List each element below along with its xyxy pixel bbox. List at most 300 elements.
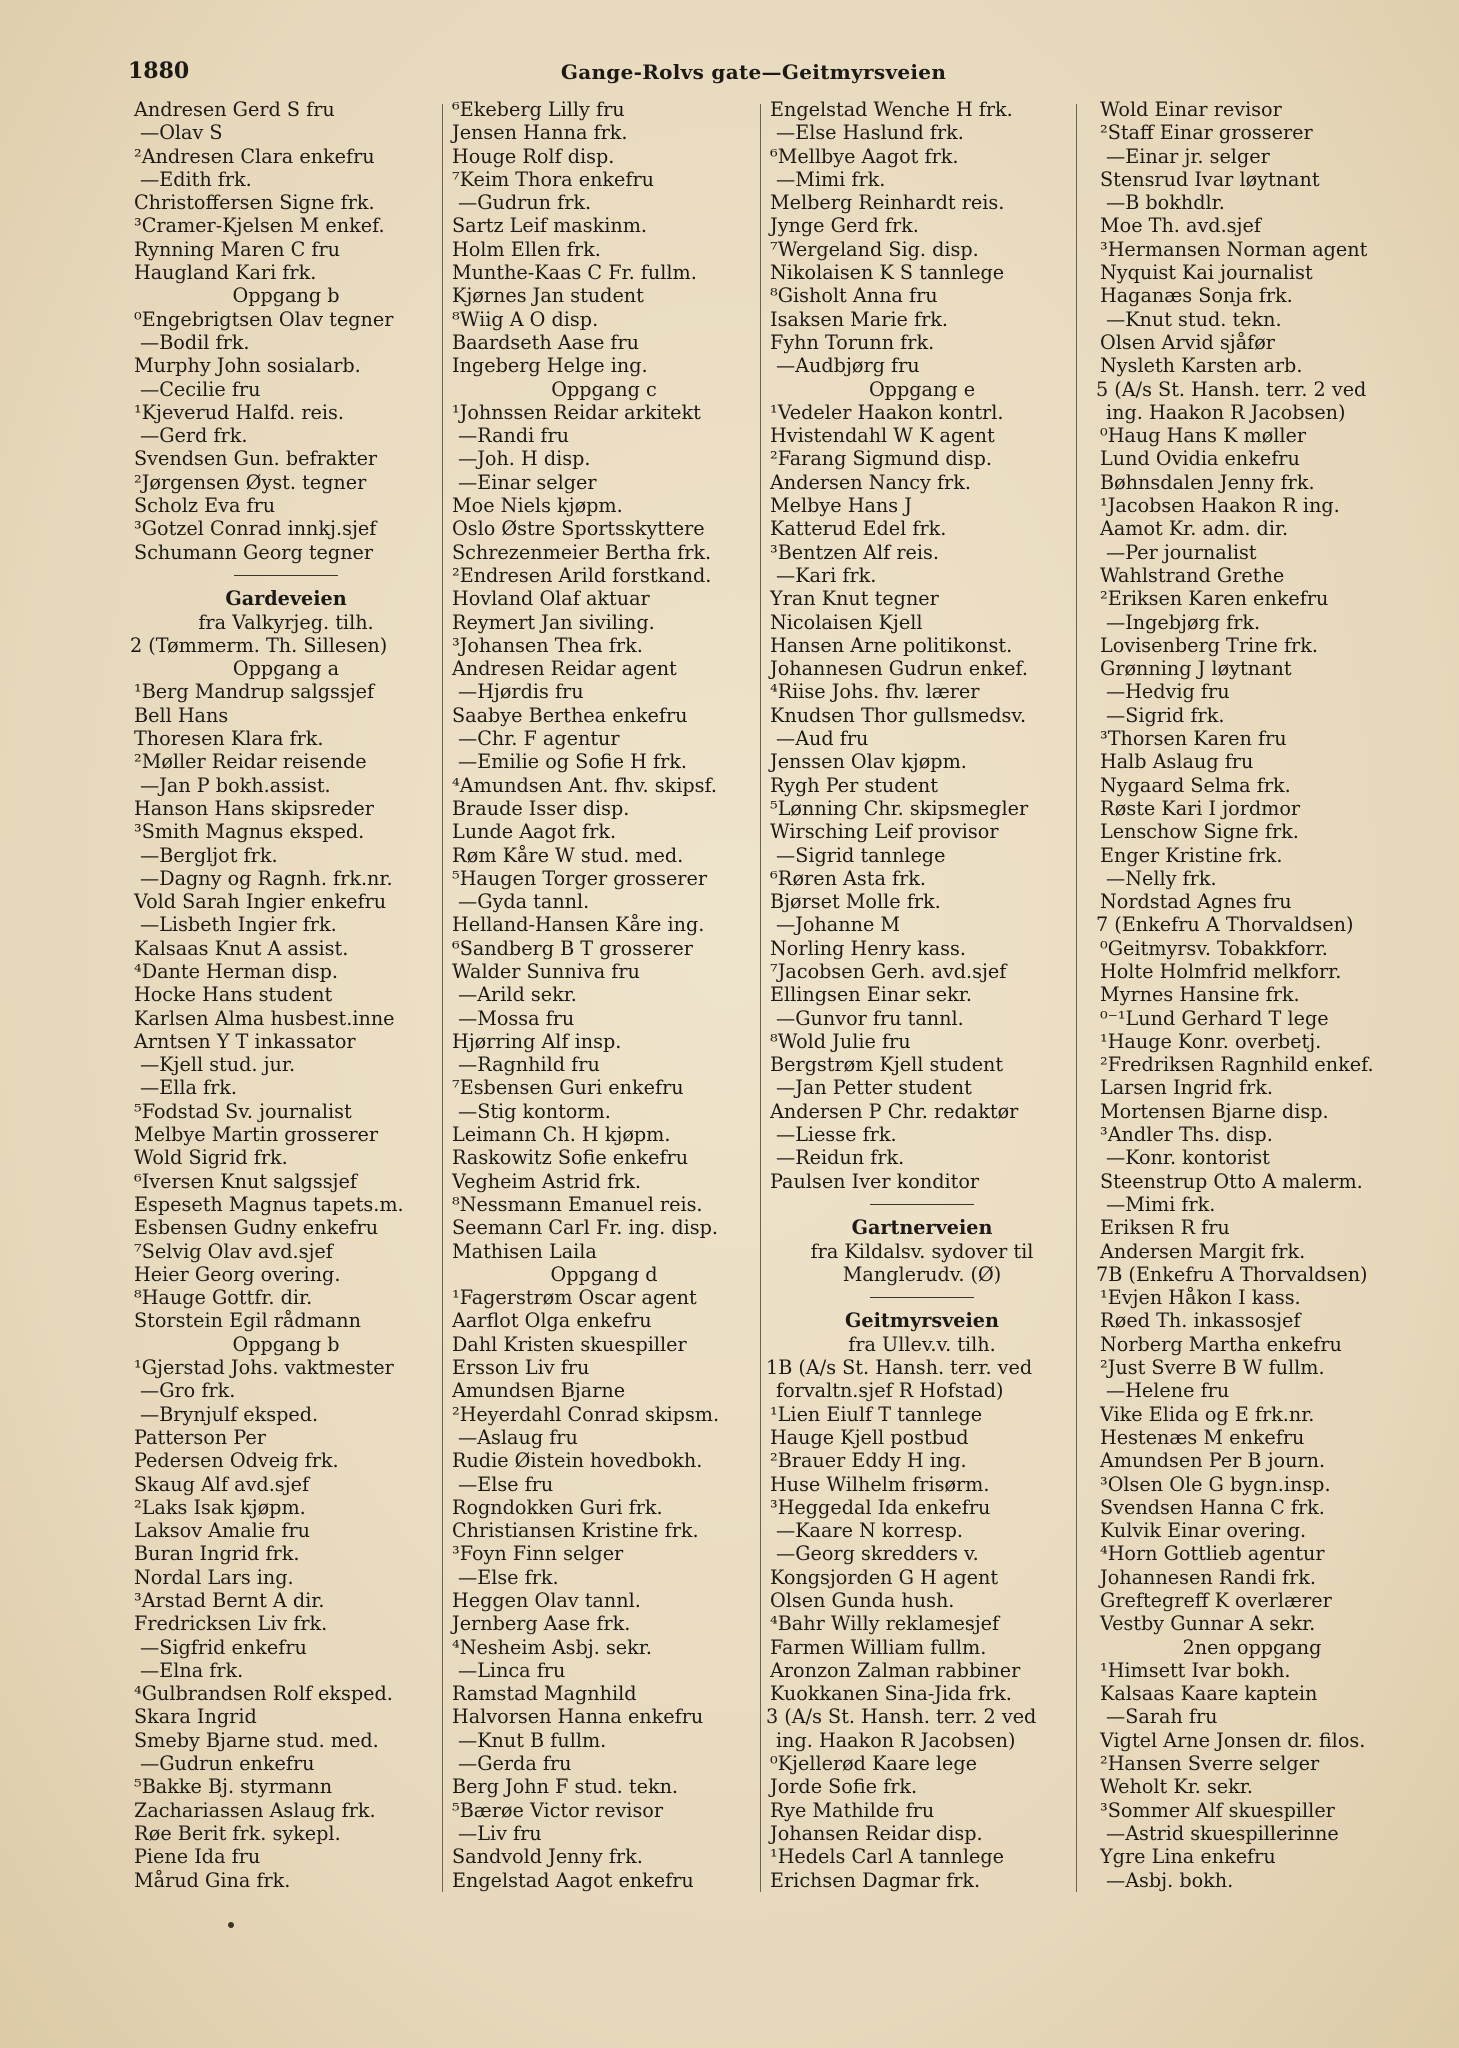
directory-entry: ²Laks Isak kjøpm. [134, 1495, 306, 1519]
directory-entry: Lund Ovidia enkefru [1100, 447, 1300, 471]
directory-entry: Vegheim Astrid frk. [452, 1169, 641, 1193]
directory-entry: Jorde Sofie frk. [770, 1775, 918, 1799]
directory-entry: ³Arstad Bernt A dir. [134, 1589, 325, 1612]
directory-entry-continuation: —Gro frk. [140, 1379, 236, 1403]
directory-entry: Baardseth Aase fru [452, 330, 640, 354]
directory-entry-continuation: —Chr. F agentur [458, 727, 620, 751]
directory-entry: ²Jørgensen Øyst. tegner [134, 470, 367, 494]
directory-entry: ⁶Sandberg B T grosserer [452, 936, 693, 960]
directory-entry-continuation: —Konr. kontorist [1106, 1146, 1270, 1170]
directory-entry: ⁷Wergeland Sig. disp. [770, 237, 979, 261]
directory-entry: Hansen Arne politikonst. [770, 633, 1013, 657]
directory-entry: Skara Ingrid [134, 1705, 257, 1729]
directory-entry: Christoffersen Signe frk. [134, 191, 375, 215]
directory-entry: Haugland Kari frk. [134, 261, 317, 285]
directory-entry: Jensen Hanna frk. [452, 121, 628, 145]
directory-entry-continuation: —Brynjulf eksped. [140, 1402, 319, 1426]
directory-entry: Munthe-Kaas C Fr. fullm. [452, 261, 697, 285]
directory-entry: ³Johansen Thea frk. [452, 633, 643, 657]
directory-entry: ⁰⁻¹Lund Gerhard T lege [1100, 1006, 1329, 1030]
directory-entry: ²Hansen Sverre selger [1100, 1752, 1320, 1776]
section-subheading: fra Valkyrjeg. tilh. [198, 610, 374, 634]
house-number-entry: 7 (Enkefru A Thorvaldsen) [1096, 913, 1354, 937]
directory-entry: Melbye Hans J [770, 494, 912, 518]
directory-entry: Huse Wilhelm frisørm. [770, 1472, 990, 1496]
house-number-entry: 1B (A/s St. Hansh. terr. ved [766, 1356, 1033, 1380]
directory-entry: ⁰Haug Hans K møller [1100, 424, 1307, 448]
section-subheading: Oppgang b [232, 284, 340, 308]
directory-entry: Nicolaisen Kjell [770, 610, 923, 634]
column-2 [448, 98, 760, 1892]
directory-entry: ³Bentzen Alf reis. [770, 540, 939, 564]
directory-entry: Kulvik Einar overing. [1100, 1519, 1307, 1543]
column-3 [766, 98, 1078, 1892]
directory-entry: Halvorsen Hanna enkefru [452, 1705, 704, 1729]
directory-entry: ¹Jacobsen Haakon R ing. [1100, 494, 1340, 518]
directory-entry: Rogndokken Guri frk. [452, 1495, 663, 1519]
directory-entry-continuation: —Einar selger [458, 470, 597, 494]
directory-entry-continuation: —Aslaug fru [458, 1425, 578, 1449]
directory-entry-continuation: —Gunvor fru tannl. [776, 1006, 964, 1030]
directory-entry: Vike Elida og E frk.nr. [1100, 1402, 1315, 1426]
directory-entry: ³Cramer-Kjelsen M enkef. [134, 214, 385, 238]
street-heading: Gardeveien [225, 587, 347, 611]
directory-entry: Andersen Margit frk. [1100, 1239, 1306, 1263]
directory-entry: ⁰Engebrigtsen Olav tegner [134, 307, 394, 331]
directory-entry: Rye Mathilde fru [770, 1798, 935, 1822]
directory-entry-continuation: —Kaare N korresp. [776, 1519, 964, 1543]
directory-entry: Wirsching Leif provisor [770, 820, 999, 844]
directory-entry: Berg John F stud. tekn. [452, 1775, 679, 1799]
directory-entry-continuation: —Ingebjørg frk. [1106, 610, 1261, 634]
directory-entry-continuation: —Sigfrid enkefru [140, 1635, 307, 1659]
directory-entry: ⁸Hauge Gottfr. dir. [134, 1286, 313, 1310]
directory-entry: Aamot Kr. adm. dir. [1100, 517, 1289, 541]
section-separator [766, 1286, 1078, 1309]
directory-entry: Farmen William fullm. [770, 1635, 987, 1659]
column-1 [130, 98, 442, 1892]
directory-entry: Johannesen Gudrun enkef. [770, 657, 1028, 681]
directory-entry: Aronzon Zalman rabbiner [770, 1658, 1021, 1682]
directory-entry: ¹Lien Eiulf T tannlege [770, 1402, 983, 1426]
directory-entry: Mathisen Laila [452, 1239, 597, 1263]
directory-entry: Mortensen Bjarne disp. [1100, 1099, 1329, 1123]
directory-entry: ³Sommer Alf skuespiller [1100, 1798, 1335, 1822]
directory-entry: Hauge Kjell postbud [770, 1425, 969, 1449]
directory-entry: Moe Niels kjøpm. [452, 494, 623, 518]
directory-entry: Raskowitz Sofie enkefru [452, 1146, 689, 1170]
directory-entry: Hovland Olaf aktuar [452, 587, 650, 611]
directory-entry: ⁵Bærøe Victor revisor [452, 1798, 664, 1822]
directory-entry-continuation: —Kari frk. [776, 563, 877, 587]
directory-entry: Bergstrøm Kjell student [770, 1053, 1004, 1077]
section-subheading: fra Ullev.v. tilh. [848, 1332, 996, 1356]
directory-entry: Ygre Lina enkefru [1100, 1845, 1276, 1869]
directory-entry-continuation: —Liesse frk. [776, 1123, 897, 1147]
column-divider [442, 104, 443, 1892]
directory-entry: Lovisenberg Trine frk. [1100, 633, 1318, 657]
directory-entry: Olsen Gunda hush. [770, 1589, 955, 1612]
directory-entry: ¹Gjerstad Johs. vaktmester [134, 1356, 394, 1380]
directory-entry: ⁸Wiig A O disp. [452, 307, 599, 331]
directory-entry-continuation: —Gerd frk. [140, 424, 248, 448]
directory-entry: Karlsen Alma husbest.inne [134, 1006, 395, 1030]
directory-entry: ²Brauer Eddy H ing. [770, 1449, 967, 1473]
directory-entry: Nordal Lars ing. [134, 1565, 294, 1589]
directory-entry: Weholt Kr. sekr. [1100, 1775, 1253, 1799]
directory-entry: Leimann Ch. H kjøpm. [452, 1123, 671, 1147]
directory-entry: ⁵Bakke Bj. styrmann [134, 1775, 333, 1799]
directory-entry-continuation: —Liv fru [458, 1821, 542, 1845]
directory-entry-continuation: ing. Haakon R Jacobsen) [1106, 400, 1346, 424]
directory-entry-continuation: —Ragnhild fru [458, 1053, 600, 1077]
directory-entry: ⁴Gulbrandsen Rolf eksped. [134, 1682, 393, 1706]
directory-entry: Rudie Øistein hovedbokh. [452, 1449, 703, 1473]
directory-entry: ²Farang Sigmund disp. [770, 447, 992, 471]
directory-entry: ¹Johnssen Reidar arkitekt [452, 400, 701, 424]
directory-entry: Schumann Georg tegner [134, 540, 374, 564]
directory-entry: Buran Ingrid frk. [134, 1542, 300, 1566]
directory-entry: ⁵Fodstad Sv. journalist [134, 1099, 352, 1123]
directory-entry: Kjørnes Jan student [452, 284, 644, 308]
directory-entry: Stensrud Ivar løytnant [1100, 167, 1320, 191]
directory-entry: Katterud Edel frk. [770, 517, 947, 541]
directory-entry: Wold Sigrid frk. [134, 1146, 288, 1170]
directory-entry: Braude Isser disp. [452, 796, 630, 820]
directory-entry: ⁶Iversen Knut salgssjef [134, 1169, 357, 1193]
directory-entry: ²Andresen Clara enkefru [134, 144, 375, 168]
directory-entry: Kalsaas Kaare kaptein [1100, 1682, 1318, 1706]
directory-entry: ¹Kjeverud Halfd. reis. [134, 400, 344, 424]
directory-entry: Piene Ida fru [134, 1845, 261, 1869]
directory-entry-continuation: —Joh. H disp. [458, 447, 591, 471]
directory-entry: ²Just Sverre B W fullm. [1100, 1356, 1325, 1380]
directory-entry: ³Foyn Finn selger [452, 1542, 624, 1566]
section-separator [766, 1193, 1078, 1216]
directory-entry: ¹Evjen Håkon I kass. [1100, 1286, 1301, 1310]
directory-entry-continuation: —Knut B fullm. [458, 1728, 607, 1752]
directory-entry: Amundsen Bjarne [452, 1379, 626, 1403]
house-number-entry: 3 (A/s St. Hansh. terr. 2 ved [766, 1705, 1037, 1729]
directory-entry-continuation: —Olav S [140, 121, 223, 145]
directory-entry-continuation: —Gerda fru [458, 1752, 572, 1776]
directory-entry: Johansen Reidar disp. [770, 1821, 983, 1845]
directory-entry: ⁴Horn Gottlieb agentur [1100, 1542, 1325, 1566]
directory-entry-continuation: —Gyda tannl. [458, 890, 590, 914]
directory-entry-continuation: —Else frk. [458, 1565, 559, 1589]
directory-entry: Wold Einar revisor [1100, 98, 1282, 121]
directory-entry: Heier Georg overing. [134, 1262, 341, 1286]
directory-entry: Vold Sarah Ingier enkefru [134, 890, 387, 914]
directory-entry: ²Endresen Arild forstkand. [452, 563, 712, 587]
directory-entry: ⁸Gisholt Anna fru [770, 284, 938, 308]
directory-entry: Nordstad Agnes fru [1100, 890, 1292, 914]
directory-entry: Skaug Alf avd.sjef [134, 1472, 310, 1496]
directory-entry: ²Eriksen Karen enkefru [1100, 587, 1329, 611]
directory-entry: Zachariassen Aslaug frk. [134, 1798, 376, 1822]
directory-entry-continuation: —Nelly frk. [1106, 866, 1217, 890]
directory-entry: Scholz Eva fru [134, 494, 276, 518]
page-header [128, 58, 1379, 88]
directory-entry: Ersson Liv fru [452, 1356, 590, 1380]
directory-entry: ¹Berg Mandrup salgssjef [134, 680, 375, 704]
directory-entry: ³Olsen Ole G bygn.insp. [1100, 1472, 1331, 1496]
directory-entry: Arntsen Y T inkassator [134, 1029, 356, 1053]
section-subheading: fra Kildalsv. sydover til [810, 1239, 1034, 1263]
directory-entry: Vestby Gunnar A sekr. [1100, 1612, 1316, 1636]
directory-entry: Lenschow Signe frk. [1100, 820, 1299, 844]
directory-entry: Hanson Hans skipsreder [134, 796, 374, 820]
directory-entry: Dahl Kristen skuespiller [452, 1332, 687, 1356]
directory-entry: ⁵Haugen Torger grosserer [452, 866, 708, 890]
directory-entry: Murphy John sosialarb. [134, 354, 361, 378]
directory-entry: Bøhnsdalen Jenny frk. [1100, 470, 1315, 494]
directory-entry: Thoresen Klara frk. [134, 727, 324, 751]
directory-entry: Steenstrup Otto A malerm. [1100, 1169, 1363, 1193]
directory-entry: Yran Knut tegner [770, 587, 939, 611]
directory-entry: Fyhn Torunn frk. [770, 330, 935, 354]
directory-entry: Hestenæs M enkefru [1100, 1425, 1305, 1449]
directory-entry-continuation: —Reidun frk. [776, 1146, 905, 1170]
directory-entry-continuation: —Astrid skuespillerinne [1106, 1821, 1339, 1845]
directory-entry-continuation: —Mimi frk. [776, 167, 886, 191]
running-title: Gange-Rolvs gate—Geitmyrsveien [560, 60, 947, 84]
directory-entry: Andresen Reidar agent [452, 657, 677, 681]
directory-entry: Houge Rolf disp. [452, 144, 615, 168]
directory-entry: Hvistendahl W K agent [770, 424, 995, 448]
directory-entry: ⁷Jacobsen Gerh. avd.sjef [770, 959, 1007, 983]
directory-entry: ⁶Røren Asta frk. [770, 866, 926, 890]
directory-entry: Smeby Bjarne stud. med. [134, 1728, 379, 1752]
directory-entry: Vigtel Arne Jonsen dr. filos. [1100, 1728, 1366, 1752]
directory-entry-continuation: —Sigrid tannlege [776, 843, 946, 867]
directory-entry: Andersen Nancy frk. [770, 470, 971, 494]
directory-entry: Jenssen Olav kjøpm. [770, 750, 967, 774]
directory-entry: Hjørring Alf insp. [452, 1029, 622, 1053]
directory-entry: Enger Kristine frk. [1100, 843, 1283, 867]
column-divider [760, 104, 761, 1892]
directory-entry: ³Gotzel Conrad innkj.sjef [134, 517, 377, 541]
directory-entry: ⁴Riise Johs. fhv. lærer [770, 680, 980, 704]
directory-entry: Andersen P Chr. redaktør [770, 1099, 1019, 1123]
directory-entry: Jernberg Aase frk. [452, 1612, 631, 1636]
directory-entry: Laksov Amalie fru [134, 1519, 310, 1543]
directory-entry-continuation: —Helene fru [1106, 1379, 1230, 1403]
directory-entry: Norling Henry kass. [770, 936, 966, 960]
directory-entry: ⁷Esbensen Guri enkefru [452, 1076, 684, 1100]
directory-entry: Isaksen Marie frk. [770, 307, 948, 331]
directory-entry: Kalsaas Knut A assist. [134, 936, 349, 960]
directory-entry: Esbensen Gudny enkefru [134, 1216, 379, 1240]
directory-entry-continuation: ing. Haakon R Jacobsen) [776, 1728, 1016, 1752]
directory-entry: Paulsen Iver konditor [770, 1169, 980, 1193]
directory-entry-continuation: —Jan P bokh.assist. [140, 773, 331, 797]
directory-entry: Røed Th. inkassosjef [1100, 1309, 1301, 1333]
ink-speck [228, 1922, 234, 1928]
directory-entry-continuation: —Hedvig fru [1106, 680, 1230, 704]
directory-entry-continuation: —Lisbeth Ingier frk. [140, 913, 337, 937]
directory-entry-continuation: —Gudrun enkefru [140, 1752, 315, 1776]
directory-entry: Halb Aslaug fru [1100, 750, 1254, 774]
directory-entry: Helland-Hansen Kåre ing. [452, 913, 705, 937]
directory-entry: ⁴Nesheim Asbj. sekr. [452, 1635, 652, 1659]
directory-entry-continuation: —Edith frk. [140, 167, 252, 191]
directory-entry-continuation: —Elna frk. [140, 1658, 244, 1682]
directory-entry: Walder Sunniva fru [452, 959, 640, 983]
directory-entry: Ramstad Magnhild [452, 1682, 637, 1706]
directory-entry-continuation: —Johanne M [776, 913, 901, 937]
street-heading: Geitmyrsveien [845, 1309, 999, 1333]
directory-entry: ³Heggedal Ida enkefru [770, 1495, 991, 1519]
directory-entry: Larsen Ingrid frk. [1100, 1076, 1273, 1100]
directory-entry-continuation: —Audbjørg fru [776, 354, 920, 378]
directory-entry: ²Staff Einar grosserer [1100, 121, 1313, 145]
street-heading: Gartnerveien [851, 1216, 993, 1240]
directory-entry-continuation: —Jan Petter student [776, 1076, 972, 1100]
directory-entry: Pedersen Odveig frk. [134, 1449, 339, 1473]
directory-entry: Jynge Gerd frk. [770, 214, 919, 238]
directory-entry: Holm Ellen frk. [452, 237, 601, 261]
directory-entry: Wahlstrand Grethe [1100, 563, 1285, 587]
directory-entry: Myrnes Hansine frk. [1100, 983, 1300, 1007]
directory-entry-continuation: forvaltn.sjef R Hofstad) [776, 1379, 1004, 1403]
section-subheading: Oppgang e [868, 377, 976, 401]
directory-entry: Mårud Gina frk. [134, 1868, 291, 1892]
directory-entry: Svendsen Hanna C frk. [1100, 1495, 1325, 1519]
directory-entry: Fredricksen Liv frk. [134, 1612, 328, 1636]
section-separator [130, 564, 442, 587]
house-number-entry: 5 (A/s St. Hansh. terr. 2 ved [1096, 377, 1367, 401]
directory-entry: Norberg Martha enkefru [1100, 1332, 1342, 1356]
directory-entry: Johannesen Randi frk. [1100, 1565, 1316, 1589]
directory-entry-continuation: —Einar jr. selger [1106, 144, 1270, 168]
directory-entry: Aarflot Olga enkefru [452, 1309, 652, 1333]
directory-entry: ⁴Dante Herman disp. [134, 959, 339, 983]
directory-entry-continuation: —Bergljot frk. [140, 843, 278, 867]
directory-entry: Bjørset Molle frk. [770, 890, 941, 914]
directory-entry: ³Hermansen Norman agent [1100, 237, 1368, 261]
directory-entry-continuation: —Gudrun frk. [458, 191, 592, 215]
directory-entry: Kuokkanen Sina-Jida frk. [770, 1682, 1012, 1706]
directory-entry: Sartz Leif maskinm. [452, 214, 648, 238]
directory-entry: ⁸Wold Julie fru [770, 1029, 911, 1053]
section-subheading: 2nen oppgang [1182, 1635, 1322, 1659]
directory-entry: Nysleth Karsten arb. [1100, 354, 1303, 378]
directory-entry: Røm Kåre W stud. med. [452, 843, 684, 867]
directory-entry-continuation: —B bokhdlr. [1106, 191, 1225, 215]
directory-entry: ¹Vedeler Haakon kontrl. [770, 400, 1004, 424]
directory-entry: Schrezenmeier Bertha frk. [452, 540, 712, 564]
section-subheading: Oppgang d [550, 1262, 658, 1286]
directory-entry: Holte Holmfrid melkforr. [1100, 959, 1342, 983]
directory-entry: Melberg Reinhardt reis. [770, 191, 1005, 215]
directory-entry: Moe Th. avd.sjef [1100, 214, 1261, 238]
directory-entry-continuation: —Randi fru [458, 424, 570, 448]
house-number-entry: 7B (Enkefru A Thorvaldsen) [1096, 1262, 1368, 1286]
directory-entry: ⁶Ekeberg Lilly fru [452, 98, 625, 121]
directory-entry: Lunde Aagot frk. [452, 820, 617, 844]
page-number: 1880 [128, 58, 190, 84]
directory-entry: Andresen Gerd S fru [134, 98, 335, 121]
directory-entry: ²Møller Reidar reisende [134, 750, 367, 774]
directory-entry: Eriksen R fru [1100, 1216, 1230, 1240]
directory-entry: Nygaard Selma frk. [1100, 773, 1291, 797]
directory-entry: Ellingsen Einar sekr. [770, 983, 972, 1007]
directory-entry: ³Thorsen Karen fru [1100, 727, 1287, 751]
directory-entry: ⁴Amundsen Ant. fhv. skipsf. [452, 773, 717, 797]
directory-entry-continuation: —Else fru [458, 1472, 554, 1496]
directory-entry: Knudsen Thor gullsmedsv. [770, 703, 1027, 727]
directory-entry: Kongsjorden G H agent [770, 1565, 999, 1589]
directory-entry-continuation: —Cecilie fru [140, 377, 261, 401]
section-subheading: Oppgang a [232, 657, 340, 681]
directory-entry: Bell Hans [134, 703, 229, 727]
directory-entry-continuation: —Linca fru [458, 1658, 566, 1682]
column-divider [1076, 104, 1077, 1892]
directory-entry-continuation: —Emilie og Sofie H frk. [458, 750, 687, 774]
directory-entry: Melbye Martin grosserer [134, 1123, 379, 1147]
directory-entry: Espeseth Magnus tapets.m. [134, 1192, 404, 1216]
directory-entry-continuation: —Bodil frk. [140, 330, 250, 354]
directory-entry-continuation: —Asbj. bokh. [1106, 1868, 1234, 1892]
directory-entry: ²Heyerdahl Conrad skipsm. [452, 1402, 720, 1426]
directory-entry: ¹Hedels Carl A tannlege [770, 1845, 1004, 1869]
section-subheading: Oppgang c [551, 377, 657, 401]
directory-entry: Storstein Egil rådmann [134, 1309, 361, 1333]
directory-entry: Røe Berit frk. sykepl. [134, 1821, 341, 1845]
directory-entry-continuation: —Arild sekr. [458, 983, 577, 1007]
directory-entry-continuation: —Mossa fru [458, 1006, 575, 1030]
directory-entry: Engelstad Aagot enkefru [452, 1868, 694, 1892]
directory-entry-continuation: —Kjell stud. jur. [140, 1053, 296, 1077]
directory-entry: ²Fredriksen Ragnhild enkef. [1100, 1053, 1374, 1077]
directory-entry: Seemann Carl Fr. ing. disp. [452, 1216, 719, 1240]
directory-entry: ³Andler Ths. disp. [1100, 1123, 1273, 1147]
directory-entry: Rygh Per student [770, 773, 938, 797]
directory-entry-continuation: —Mimi frk. [1106, 1192, 1216, 1216]
section-subheading: Manglerudv. (Ø) [842, 1262, 1002, 1286]
section-subheading: Oppgang b [232, 1332, 340, 1356]
directory-entry-continuation: —Else Haslund frk. [776, 121, 964, 145]
directory-entry-continuation: —Ella frk. [140, 1076, 238, 1100]
directory-entry: Nyquist Kai journalist [1100, 261, 1313, 285]
directory-entry: ⁷Keim Thora enkefru [452, 167, 655, 191]
directory-entry: ¹Himsett Ivar bokh. [1100, 1658, 1291, 1682]
directory-entry-continuation: —Sarah fru [1106, 1705, 1218, 1729]
directory-columns [130, 98, 1400, 1898]
directory-entry: Reymert Jan siviling. [452, 610, 655, 634]
directory-entry: ⁶Mellbye Aagot frk. [770, 144, 959, 168]
directory-entry: ⁷Selvig Olav avd.sjef [134, 1239, 333, 1263]
directory-entry: Christiansen Kristine frk. [452, 1519, 699, 1543]
directory-entry: Ingeberg Helge ing. [452, 354, 648, 378]
directory-entry: Heggen Olav tannl. [452, 1589, 641, 1612]
directory-entry: Hocke Hans student [134, 983, 333, 1007]
directory-entry-continuation: —Georg skredders v. [776, 1542, 979, 1566]
directory-entry-continuation: —Per journalist [1106, 540, 1257, 564]
directory-entry-continuation: —Hjørdis fru [458, 680, 584, 704]
directory-entry-continuation: —Stig kontorm. [458, 1099, 611, 1123]
directory-entry: ⁰Kjellerød Kaare lege [770, 1752, 978, 1776]
directory-entry: ⁵Lønning Chr. skipsmegler [770, 796, 1029, 820]
directory-entry: ¹Hauge Konr. overbetj. [1100, 1029, 1322, 1053]
directory-entry: ⁸Nessmann Emanuel reis. [452, 1192, 703, 1216]
directory-entry: Erichsen Dagmar frk. [770, 1868, 981, 1892]
directory-entry: Rynning Maren C fru [134, 237, 341, 261]
directory-entry: Engelstad Wenche H frk. [770, 98, 1013, 121]
directory-entry: Amundsen Per B journ. [1100, 1449, 1326, 1473]
directory-entry: Oslo Østre Sportsskyttere [452, 517, 705, 541]
